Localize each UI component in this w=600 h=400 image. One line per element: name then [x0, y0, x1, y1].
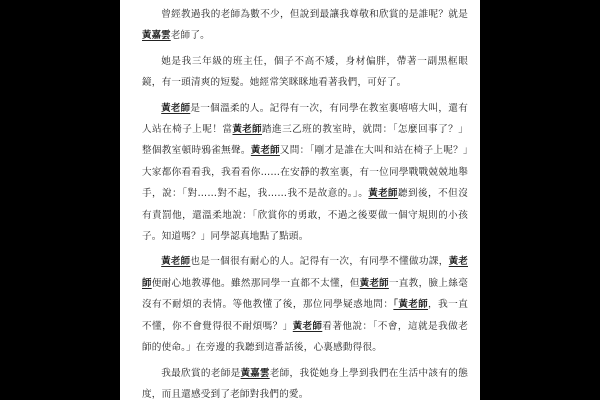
- text-run: 她是我三年級的班主任，個子不高不矮，身材偏胖，帶著一副黑框眼鏡，有一頭清爽的短髮。她經常笑眯眯地看著我們，可好了。: [142, 55, 468, 89]
- text-run: ，我一直不懂，你不會覺得很不耐煩嗎？」: [142, 299, 468, 332]
- text-run: 聽到後，不但沒有責罰他，還溫柔地說：「欣賞你的勇敢，不過之後要做一個守規則的小孩子。知道嗎？」同學認真地點了點頭。: [142, 188, 469, 243]
- text-run: 也是一個很有耐心的人。記得有一次，有同學不懂做功課，: [190, 256, 449, 268]
- essay-text: [142, 4, 468, 400]
- text-run: 老師了。: [170, 30, 210, 42]
- text-run: 我最欣賞的老師是: [161, 367, 241, 379]
- text-run: 踏進三乙班的教室時，就問：「怎麼回事了？」整個教室頓時鴉雀無聲。: [142, 124, 468, 157]
- teacher-name: 黃老師: [232, 124, 262, 136]
- text-run: 老師，我從她身上學到我們在生活中該有的態度，而且還感受到了老師對我們的愛。: [142, 367, 468, 400]
- text-run: 是一個溫柔的人。記得有一次，有同學在教室裏嘻嘻大叫，還有人站在椅子上呢！當: [142, 102, 468, 136]
- paragraph-2: [142, 51, 468, 94]
- paragraph-5: [142, 363, 468, 400]
- document-page: [120, 0, 480, 400]
- text-run: 便耐心地教導他。雖然那同學一直都不太懂，但: [151, 277, 360, 289]
- teacher-name: 「黃老師: [393, 299, 429, 311]
- teacher-name: 黃老師: [292, 320, 323, 332]
- teacher-name: 黃老師: [161, 256, 191, 268]
- text-run: 又問：「剛才是誰在大叫和站在椅子上呢？」大家都你看看我，我看看你……在安靜的教室裏，有一位同學戰戰兢兢地舉手，說：「對……對不起，我……我不是故意的。」。: [142, 145, 469, 200]
- text-run: 看著他說：「不會，這就是我做老師的使命。」在旁邊的我聽到這番話後，心裏感動得很。: [142, 320, 468, 354]
- teacher-name: 黃老師: [142, 256, 468, 289]
- paragraph-4: [142, 251, 468, 358]
- text-run: 曾經教過我的老師為數不少，但說到最讓我尊敬和欣賞的是誰呢？就是: [161, 9, 468, 20]
- teacher-name: 黃老師: [161, 102, 191, 114]
- teacher-name: 黃老師: [359, 277, 389, 289]
- text-run: 一直教，臉上絲毫沒有不耐煩的表情。等他教懂了後，那位同學疑惑地問：: [142, 277, 469, 311]
- paragraph-3: [142, 98, 468, 248]
- paragraph-1: [142, 4, 468, 47]
- teacher-name: 黃老師: [250, 145, 280, 157]
- teacher-name: 黃老師: [368, 188, 398, 200]
- teacher-name: 黃嘉雲: [240, 367, 270, 379]
- teacher-name: 黃嘉雲: [142, 30, 171, 42]
